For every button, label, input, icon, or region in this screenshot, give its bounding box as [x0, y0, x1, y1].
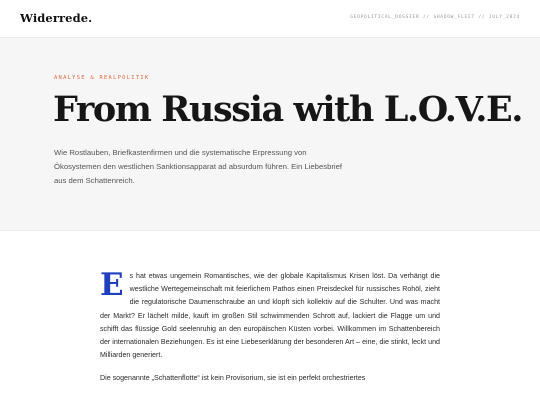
- article-body: [100, 267, 440, 396]
- article-title: From Russia with L.O.V.E.: [53, 89, 523, 130]
- article-paragraph: Die sogenannte „Schattenflotte“ ist kein Provisorium, sie ist ein perfekt orchestriertes: [100, 374, 366, 383]
- paragraph-text: s hat etwas ungemein Romantisches, wie der globale Kapitalismus Krisen löst. Da verhängt die westliche Wertegemeinschaft mit feierlichem Pathos einen Preisdeckel für russisches Rohöl, zieht die regulatorische Daumenschraube an und klopft sich kollektiv auf die Schulter. Und was macht der Markt? Er lächelt milde, kauft im großen Stil schwimmenden Schrott auf, lackiert die Flagge um und schifft das flüssige Gold seelenruhig an den europäischen Küsten vorbei. Willkommen im Schattenbereich der internationalen Beziehungen. Es ist eine Liebeserklärung der besonderen Art – eine, die stinkt, leckt und Milliarden generiert.: [100, 272, 440, 360]
- article-kicker: ANALYSE & REALPOLITIK: [54, 75, 150, 81]
- site-logo[interactable]: Widerrede.: [20, 11, 93, 25]
- dossier-meta: GEOPOLITICAL_DOSSIER // SHADOW_FLEET // JULY_2024: [350, 15, 520, 20]
- article-lede: Wie Rostlauben, Briefkastenfirmen und die systematische Erpressung von Ökosystemen den westlichen Sanktionsapparat ad absurdum führen. Ein Liebesbrief aus dem Schattenreich.: [54, 148, 343, 185]
- site-header: [0, 0, 540, 38]
- drop-cap: E: [100, 267, 124, 303]
- article-paragraph: [100, 267, 440, 362]
- hero-section: [0, 38, 540, 231]
